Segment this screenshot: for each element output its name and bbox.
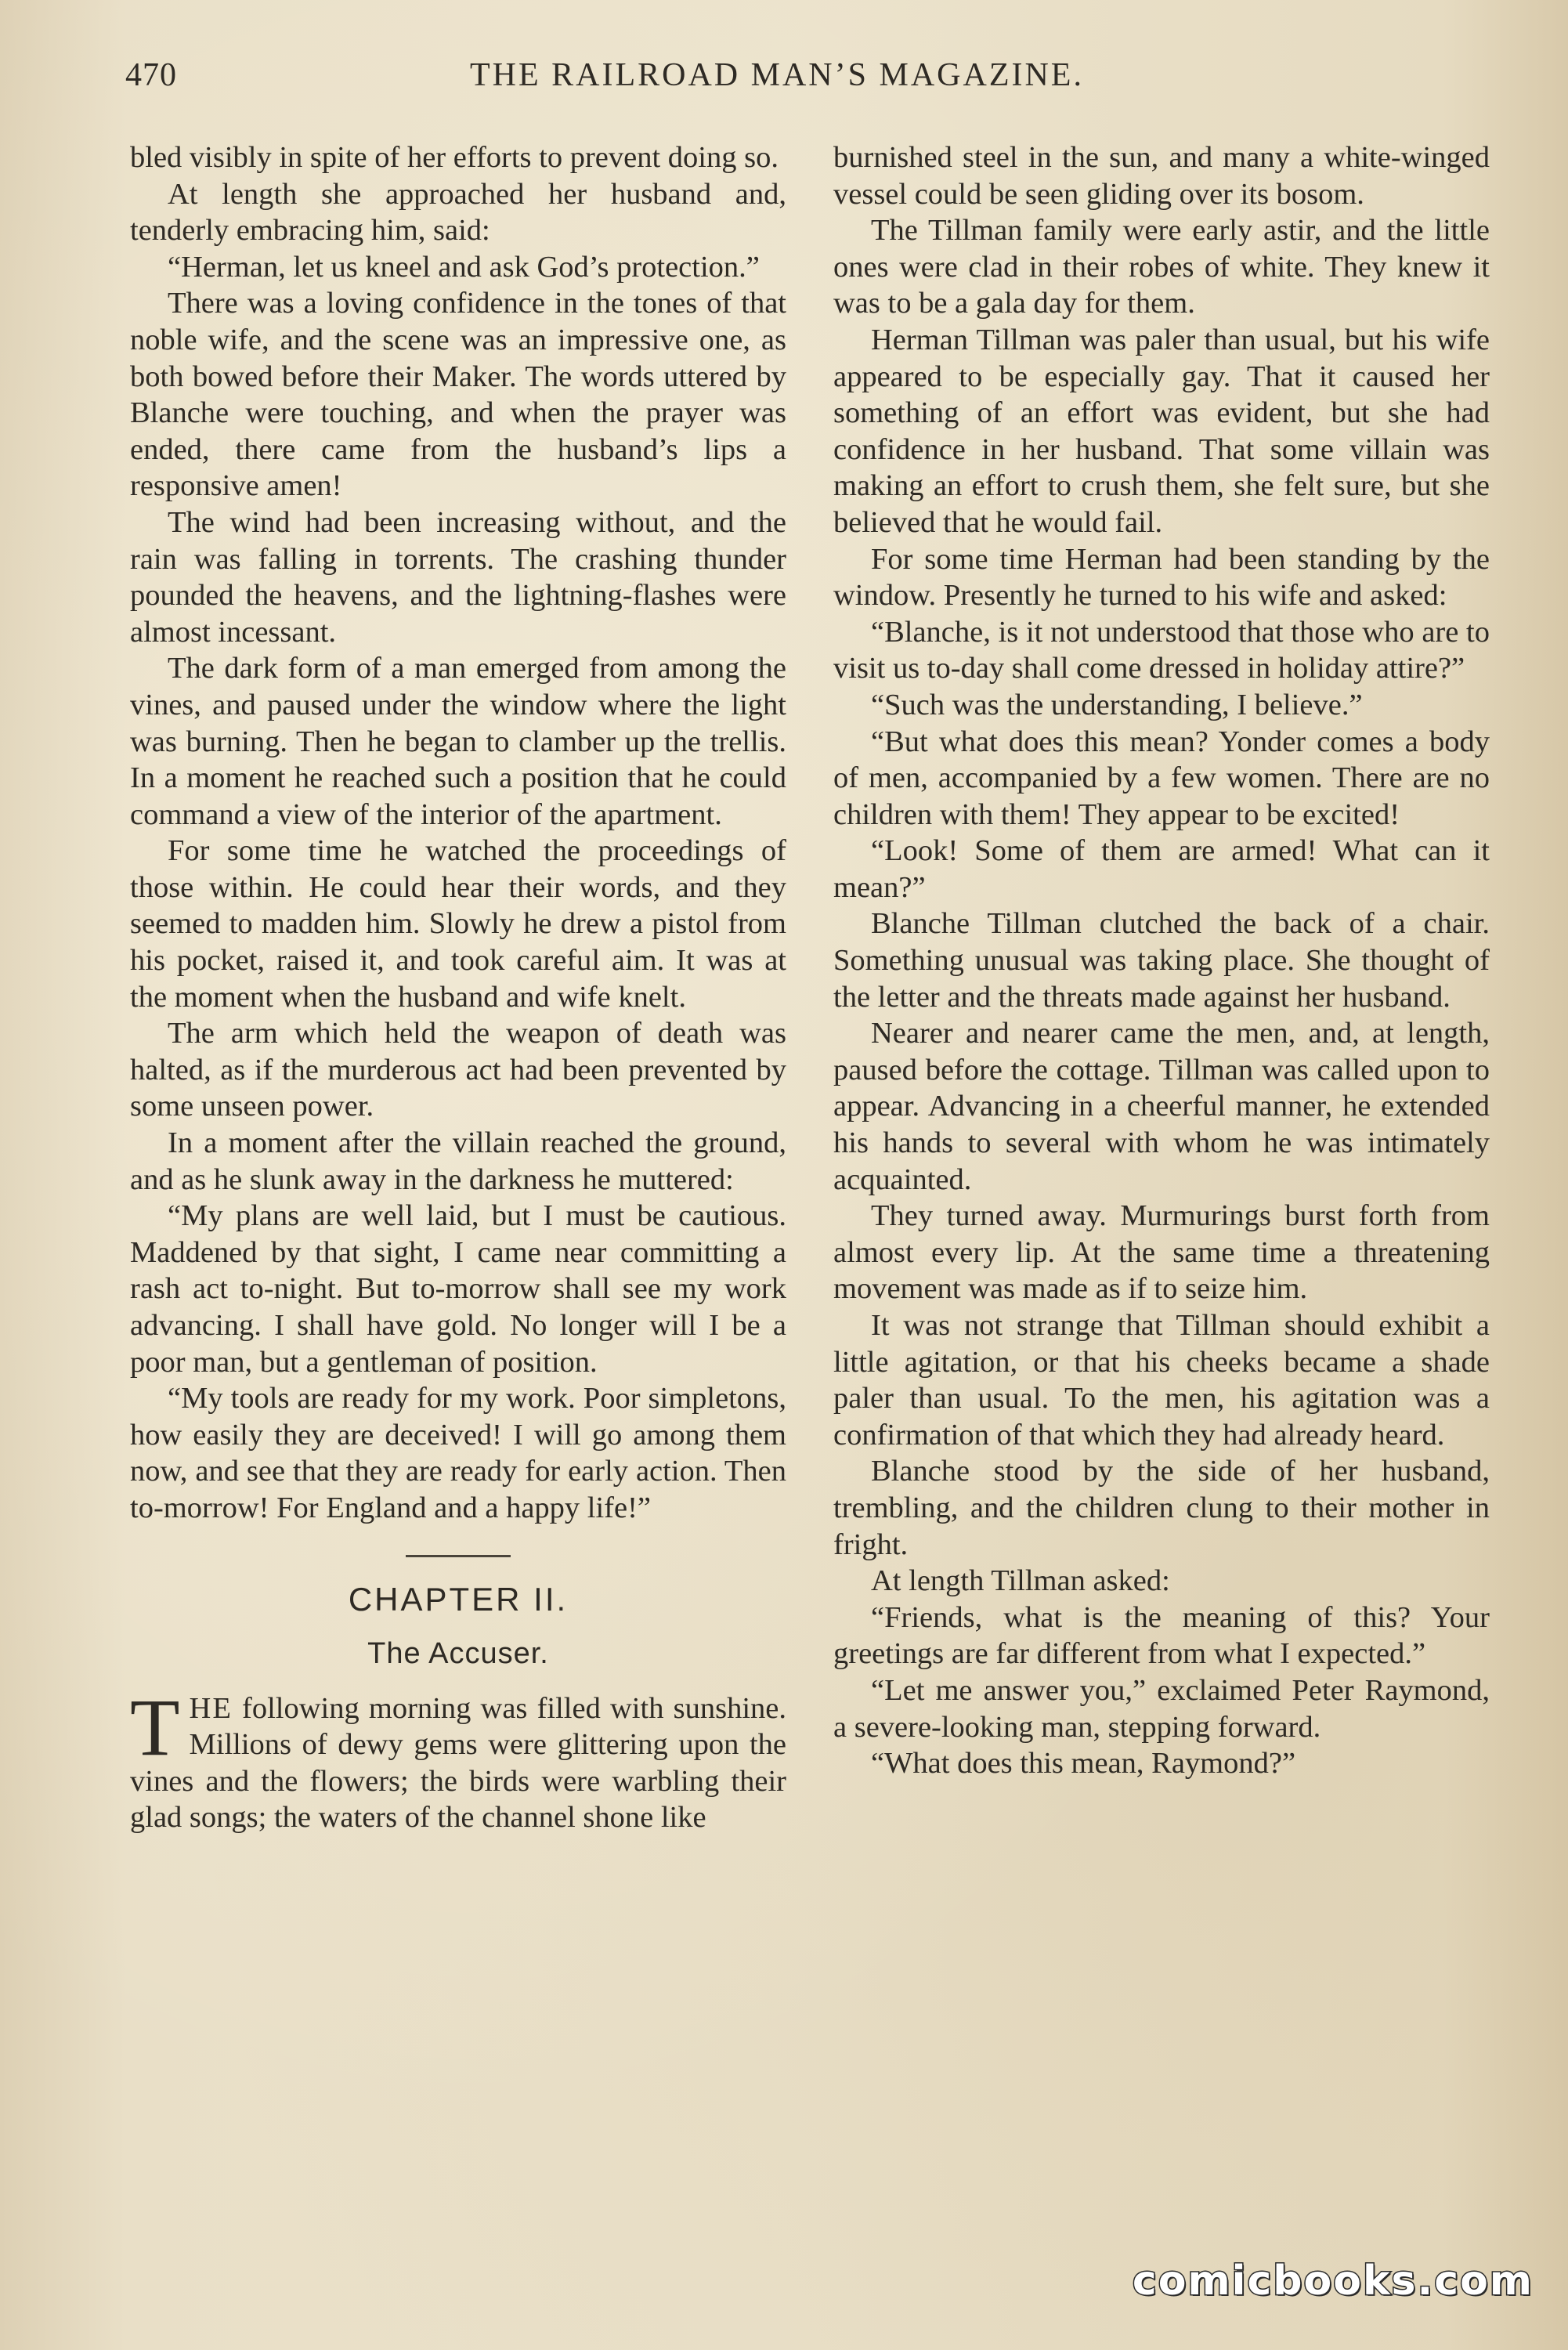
page-header — [125, 56, 1488, 103]
paragraph: “My plans are well laid, but I must be cautious. Maddened by that sight, I came near committing a rash act to-night. But to-morrow shall see my work advancing. I shall have gold. No longer will I be a poor man, but a gentleman of position. — [130, 1199, 786, 1379]
chapter-opening-paragraph — [130, 1682, 786, 1836]
paragraph: Nearer and nearer came the men, and, at length, paused before the cottage. Tillman was called upon to appear. Advancing in a cheerful manner, he extended his hands to several with whom he was intimately acquainted. — [833, 1017, 1490, 1196]
paragraph: For some time he watched the proceedings of those within. He could hear their words, and they seemed to madden him. Slowly he drew a pistol from his pocket, raised it, and took careful aim. It was at the moment when the husband and wife knelt. — [130, 834, 786, 1014]
paragraph: “My tools are ready for my work. Poor simpletons, how easily they are deceived! I will go among them now, and see that they are ready for early action. Then to-morrow! For England and a happy life!” — [130, 1382, 786, 1524]
opening-word: HE — [189, 1691, 233, 1725]
running-title: THE RAILROAD MAN’S MAGAZINE. — [470, 57, 1084, 93]
paragraph: Blanche Tillman clutched the back of a chair. Something unusual was taking place. She thought of the letter and the threats made against her husband. — [833, 907, 1490, 1014]
paragraph: The wind had been increasing without, and the rain was falling in torrents. The crashing thunder pounded the heavens, and the lightning-flashes were almost incessant. — [130, 505, 786, 649]
paragraph: “Blanche, is it not understood that those who are to visit us to-day shall come dressed in holiday attire?” — [833, 615, 1490, 685]
site-watermark: comicbooks.com — [1132, 2258, 1534, 2305]
paragraph: At length Tillman asked: — [871, 1564, 1170, 1598]
paragraph: “Friends, what is the meaning of this? Your greetings are far different from what I expected.” — [833, 1600, 1490, 1671]
paragraph: In a moment after the villain reached the ground, and as he slunk away in the darkness he muttered: — [130, 1126, 786, 1196]
paragraph: “Herman, let us kneel and ask God’s protection.” — [168, 250, 760, 284]
section-divider — [406, 1555, 511, 1557]
paragraph: bled visibly in spite of her efforts to prevent doing so. — [130, 141, 779, 174]
paragraph: They turned away. Murmurings burst forth from almost every lip. At the same time a threatening movement was made as if to seize him. — [833, 1199, 1490, 1306]
paragraph: The dark form of a man emerged from among the vines, and paused under the window where the light was burning. Then he began to clamber up the trellis. In a moment he reached such a position that he could command a view of the interior of the apartment. — [130, 652, 786, 831]
paragraph: For some time Herman had been standing by the window. Presently he turned to his wife and asked: — [833, 542, 1490, 613]
paragraph: “But what does this mean? Yonder comes a body of men, accompanied by a few women. There are no children with them! They appear to be excited! — [833, 725, 1490, 831]
paragraph: burnished steel in the sun, and many a white-winged vessel could be seen gliding over its bosom. — [833, 141, 1490, 211]
drop-cap: T — [130, 1682, 180, 1773]
chapter-title: CHAPTER II. — [348, 1580, 569, 1618]
paragraph: Herman Tillman was paler than usual, but his wife appeared to be especially gay. That it caused her something of an effort was evident, but she had confidence in her husband. That some villain was making an effort to crush them, she felt sure, but she believed that he would fail. — [833, 323, 1490, 539]
page-number: 470 — [125, 57, 177, 93]
right-column — [833, 139, 1490, 1782]
chapter-subtitle: The Accuser. — [367, 1636, 549, 1670]
left-column — [130, 139, 786, 1836]
paragraph: “Look! Some of them are armed! What can it mean?” — [833, 834, 1490, 904]
paragraph: “What does this mean, Raymond?” — [871, 1747, 1296, 1781]
opening-text: following morning was filled with sunshine. Millions of dewy gems were glittering upon the vines and the flowers; the birds were warbling their glad songs; the waters of the channel shone like — [130, 1691, 786, 1835]
paragraph: The arm which held the weapon of death was halted, as if the murderous act had been prevented by some unseen power. — [130, 1017, 786, 1123]
paragraph: “Let me answer you,” exclaimed Peter Raymond, a severe-looking man, stepping forward. — [833, 1673, 1490, 1744]
paragraph: “Such was the understanding, I believe.” — [871, 688, 1363, 721]
paragraph: Blanche stood by the side of her husband, trembling, and the children clung to their mother in fright. — [833, 1455, 1490, 1561]
paragraph: At length she approached her husband and, tenderly embracing him, said: — [130, 177, 786, 248]
paragraph: There was a loving confidence in the tones of that noble wife, and the scene was an impressive one, as both bowed before their Maker. The words uttered by Blanche were touching, and when the prayer was ended, there came from the husband’s lips a responsive amen! — [130, 287, 786, 503]
paragraph: The Tillman family were early astir, and the little ones were clad in their robes of white. They knew it was to be a gala day for them. — [833, 214, 1490, 320]
paragraph: It was not strange that Tillman should exhibit a little agitation, or that his cheeks became a shade paler than usual. To the men, his agitation was a confirmation of that which they had already heard. — [833, 1309, 1490, 1452]
